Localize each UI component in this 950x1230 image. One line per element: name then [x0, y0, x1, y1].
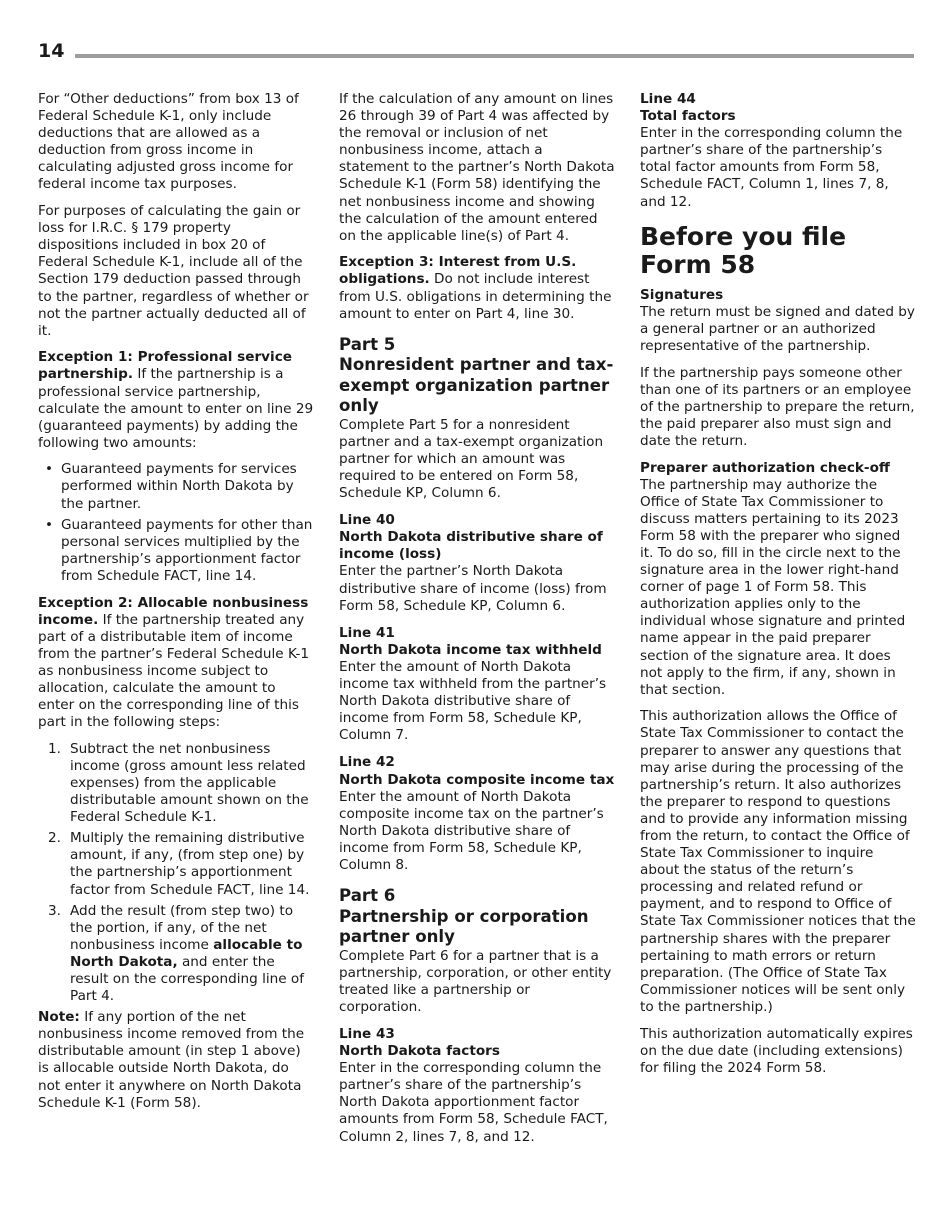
line-40-text: Enter the partner’s North Dakota distributive share of income (loss) from Form 58, Schedule KP, Column 6.	[339, 563, 607, 614]
paragraph-nonbusiness-statement: If the calculation of any amount on lines 26 through 39 of Part 4 was affected by the removal or inclusion of net nonbusiness income, attach a statement to the partner’s North Dakota Schedule K-1 (Form 58) identifying the net nonbusiness income and showing the calculation of the amount entered on the applicable line(s) of Part 4.	[339, 91, 615, 244]
step-1: Subtract the net nonbusiness income (gross amount less related expenses) from the applicable distributable amount shown on the Federal Schedule K-1.	[70, 740, 309, 826]
part-5-subtitle: Nonresident partner and tax-exempt organization partner only	[339, 355, 614, 416]
part-5-title: Part 5	[339, 334, 396, 354]
guaranteed-payments-list	[38, 461, 314, 585]
paragraph-other-deductions: For “Other deductions” from box 13 of Federal Schedule K-1, only include deductions that are allowed as a deduction from gross income in calculating adjusted gross income for federal income tax purposes.	[38, 91, 299, 193]
part-6-heading	[339, 886, 615, 948]
exception-1	[38, 349, 314, 452]
part-6-title: Part 6	[339, 886, 396, 906]
preparer-paragraph-3: This authorization automatically expires on the due date (including extensions) for filing the 2024 Form 58.	[640, 1025, 913, 1076]
line-42-number: Line 42	[339, 754, 395, 771]
line-41-title: North Dakota income tax withheld	[339, 641, 602, 658]
line-41-heading	[339, 625, 615, 659]
line-40-heading	[339, 512, 615, 563]
line-42-heading	[339, 754, 615, 788]
signatures-heading: Signatures	[640, 286, 724, 303]
exception-3	[339, 254, 615, 322]
signatures-paragraph-1: The return must be signed and dated by a general partner or an authorized representative of the partnership.	[640, 303, 915, 354]
step-3	[70, 903, 314, 1006]
column-3	[640, 91, 916, 1086]
list-item: • Guaranteed payments for services performed within North Dakota by the partner.	[61, 461, 314, 512]
line-40-title: North Dakota distributive share of income (loss)	[339, 529, 603, 563]
exception-2	[38, 595, 314, 732]
line-43-title: North Dakota factors	[339, 1043, 500, 1060]
signatures-paragraph-2: If the partnership pays someone other than one of its partners or an employee of the partnership to prepare the return, the paid preparer also must sign and date the return.	[640, 364, 915, 449]
exception-3-label: Exception 3: Interest from U.S. obligations.	[339, 254, 577, 288]
exception-2-text: If the partnership treated any part of a distributable item of income from the partner’s Federal Schedule K-1 as nonbusiness income subject to allocation, calculate the amount to enter on the corresponding line of this part in the following steps:	[38, 611, 310, 731]
preparer-paragraph-2: This authorization allows the Office of State Tax Commissioner to contact the preparer to answer any questions that may arise during the processing of the partnership’s return. It also authorizes the preparer to respond to questions and to provide any information missing from the return, to contact the Office of State Tax Commissioner to inquire about the status of the return’s processing and related refund or payment, and to respond to Office of State Tax Commissioner notices that the partnership shares with the preparer pertaining to math errors or return preparation. (The Office of State Tax Commissioner notices will be sent only to the partnership.)	[640, 708, 916, 1015]
note-label: Note:	[38, 1009, 80, 1026]
preparer-paragraph-1: The partnership may authorize the Office of State Tax Commissioner to discuss matters pertaining to its 2023 Form 58 with the preparer who signed it. To do so, fill in the circle next to the signature area in the lower right-hand corner of page 1 of Form 58. This authorization applies only to the individual whose signature and printed name appear in the paid preparer section of the signature area. It does not apply to the firm, if any, shown in that section.	[640, 476, 906, 698]
page-header	[38, 40, 914, 64]
part-6-text: Complete Part 6 for a partner that is a partnership, corporation, or other entity treated like a partnership or corporation.	[339, 947, 612, 1015]
paragraph-section-179: For purposes of calculating the gain or loss for I.R.C. § 179 property dispositions included in box 20 of Federal Schedule K-1, include all of the Section 179 deduction passed through to the partner, regardless of whether or not the partner actually deducted all of it.	[38, 203, 309, 339]
line-43-heading	[339, 1026, 615, 1060]
exception-2-label: Exception 2: Allocable nonbusiness income.	[38, 594, 309, 628]
exception-1-label: Exception 1: Professional service partnership.	[38, 349, 292, 383]
header-rule	[75, 54, 914, 58]
step-3-text-a: Add the result (from step two) to the portion, if any, of the net nonbusiness income	[70, 902, 294, 953]
line-43-text: Enter in the corresponding column the partner’s share of the partnership’s North Dakota apportionment factor amounts from Form 58, Schedule FACT, Column 2, lines 7, 8, and 12.	[339, 1060, 608, 1145]
exception-1-text: If the partnership is a professional service partnership, calculate the amount to enter on line 29 (guaranteed payments) by adding the following two amounts:	[38, 366, 314, 451]
line-44-number: Line 44	[640, 91, 696, 107]
section-title: Before you file Form 58	[640, 221, 847, 279]
page-number: 14	[38, 40, 65, 62]
line-40-number: Line 40	[339, 512, 395, 529]
step-3-bold: allocable to North Dakota,	[70, 936, 303, 970]
step-3-text-b: and enter the result on the corresponding line of Part 4.	[70, 953, 305, 1005]
note-text: If any portion of the net nonbusiness income removed from the distributable amount (in step 1 above) is allocable outside North Dakota, do not enter it anywhere on North Dakota Schedule K-1 (Form 58).	[38, 1009, 305, 1111]
column-1	[38, 91, 314, 1121]
line-42-title: North Dakota composite income tax	[339, 771, 615, 788]
exception-3-text: Do not include interest from U.S. obligations in determining the amount to enter on Part 4, line 30.	[339, 271, 612, 322]
line-41-text: Enter the amount of North Dakota income tax withheld from the partner’s North Dakota distributive share of income from Form 58, Schedule KP, Column 7.	[339, 658, 607, 744]
step-2: Multiply the remaining distributive amount, if any, (from step one) by the partnership’s apportionment factor from Schedule FACT, line 14.	[70, 830, 310, 898]
part-6-subtitle: Partnership or corporation partner only	[339, 906, 589, 947]
column-2	[339, 91, 615, 1155]
list-item: • Guaranteed payments for other than personal services multiplied by the partnership’s apportionment factor from Schedule FACT, line 14.	[61, 517, 314, 585]
line-44-heading	[640, 91, 916, 125]
steps-list	[38, 741, 314, 1005]
line-42-text: Enter the amount of North Dakota composite income tax on the partner’s North Dakota distributive share of income from Form 58, Schedule KP, Column 8.	[339, 788, 604, 873]
part-5-heading	[339, 335, 615, 417]
line-41-number: Line 41	[339, 624, 395, 641]
line-44-text: Enter in the corresponding column the partner’s share of the partnership’s total factor amounts from Form 58, Schedule FACT, Column 1, lines 7, 8, and 12.	[640, 125, 903, 210]
note	[38, 1009, 314, 1112]
part-5-text: Complete Part 5 for a nonresident partner and a tax-exempt organization partner for which an amount was required to be entered on Form 58, Schedule KP, Column 6.	[339, 416, 604, 502]
line-43-number: Line 43	[339, 1025, 395, 1042]
line-44-title: Total factors	[640, 108, 736, 125]
preparer-authorization-heading: Preparer authorization check-off	[640, 459, 890, 476]
